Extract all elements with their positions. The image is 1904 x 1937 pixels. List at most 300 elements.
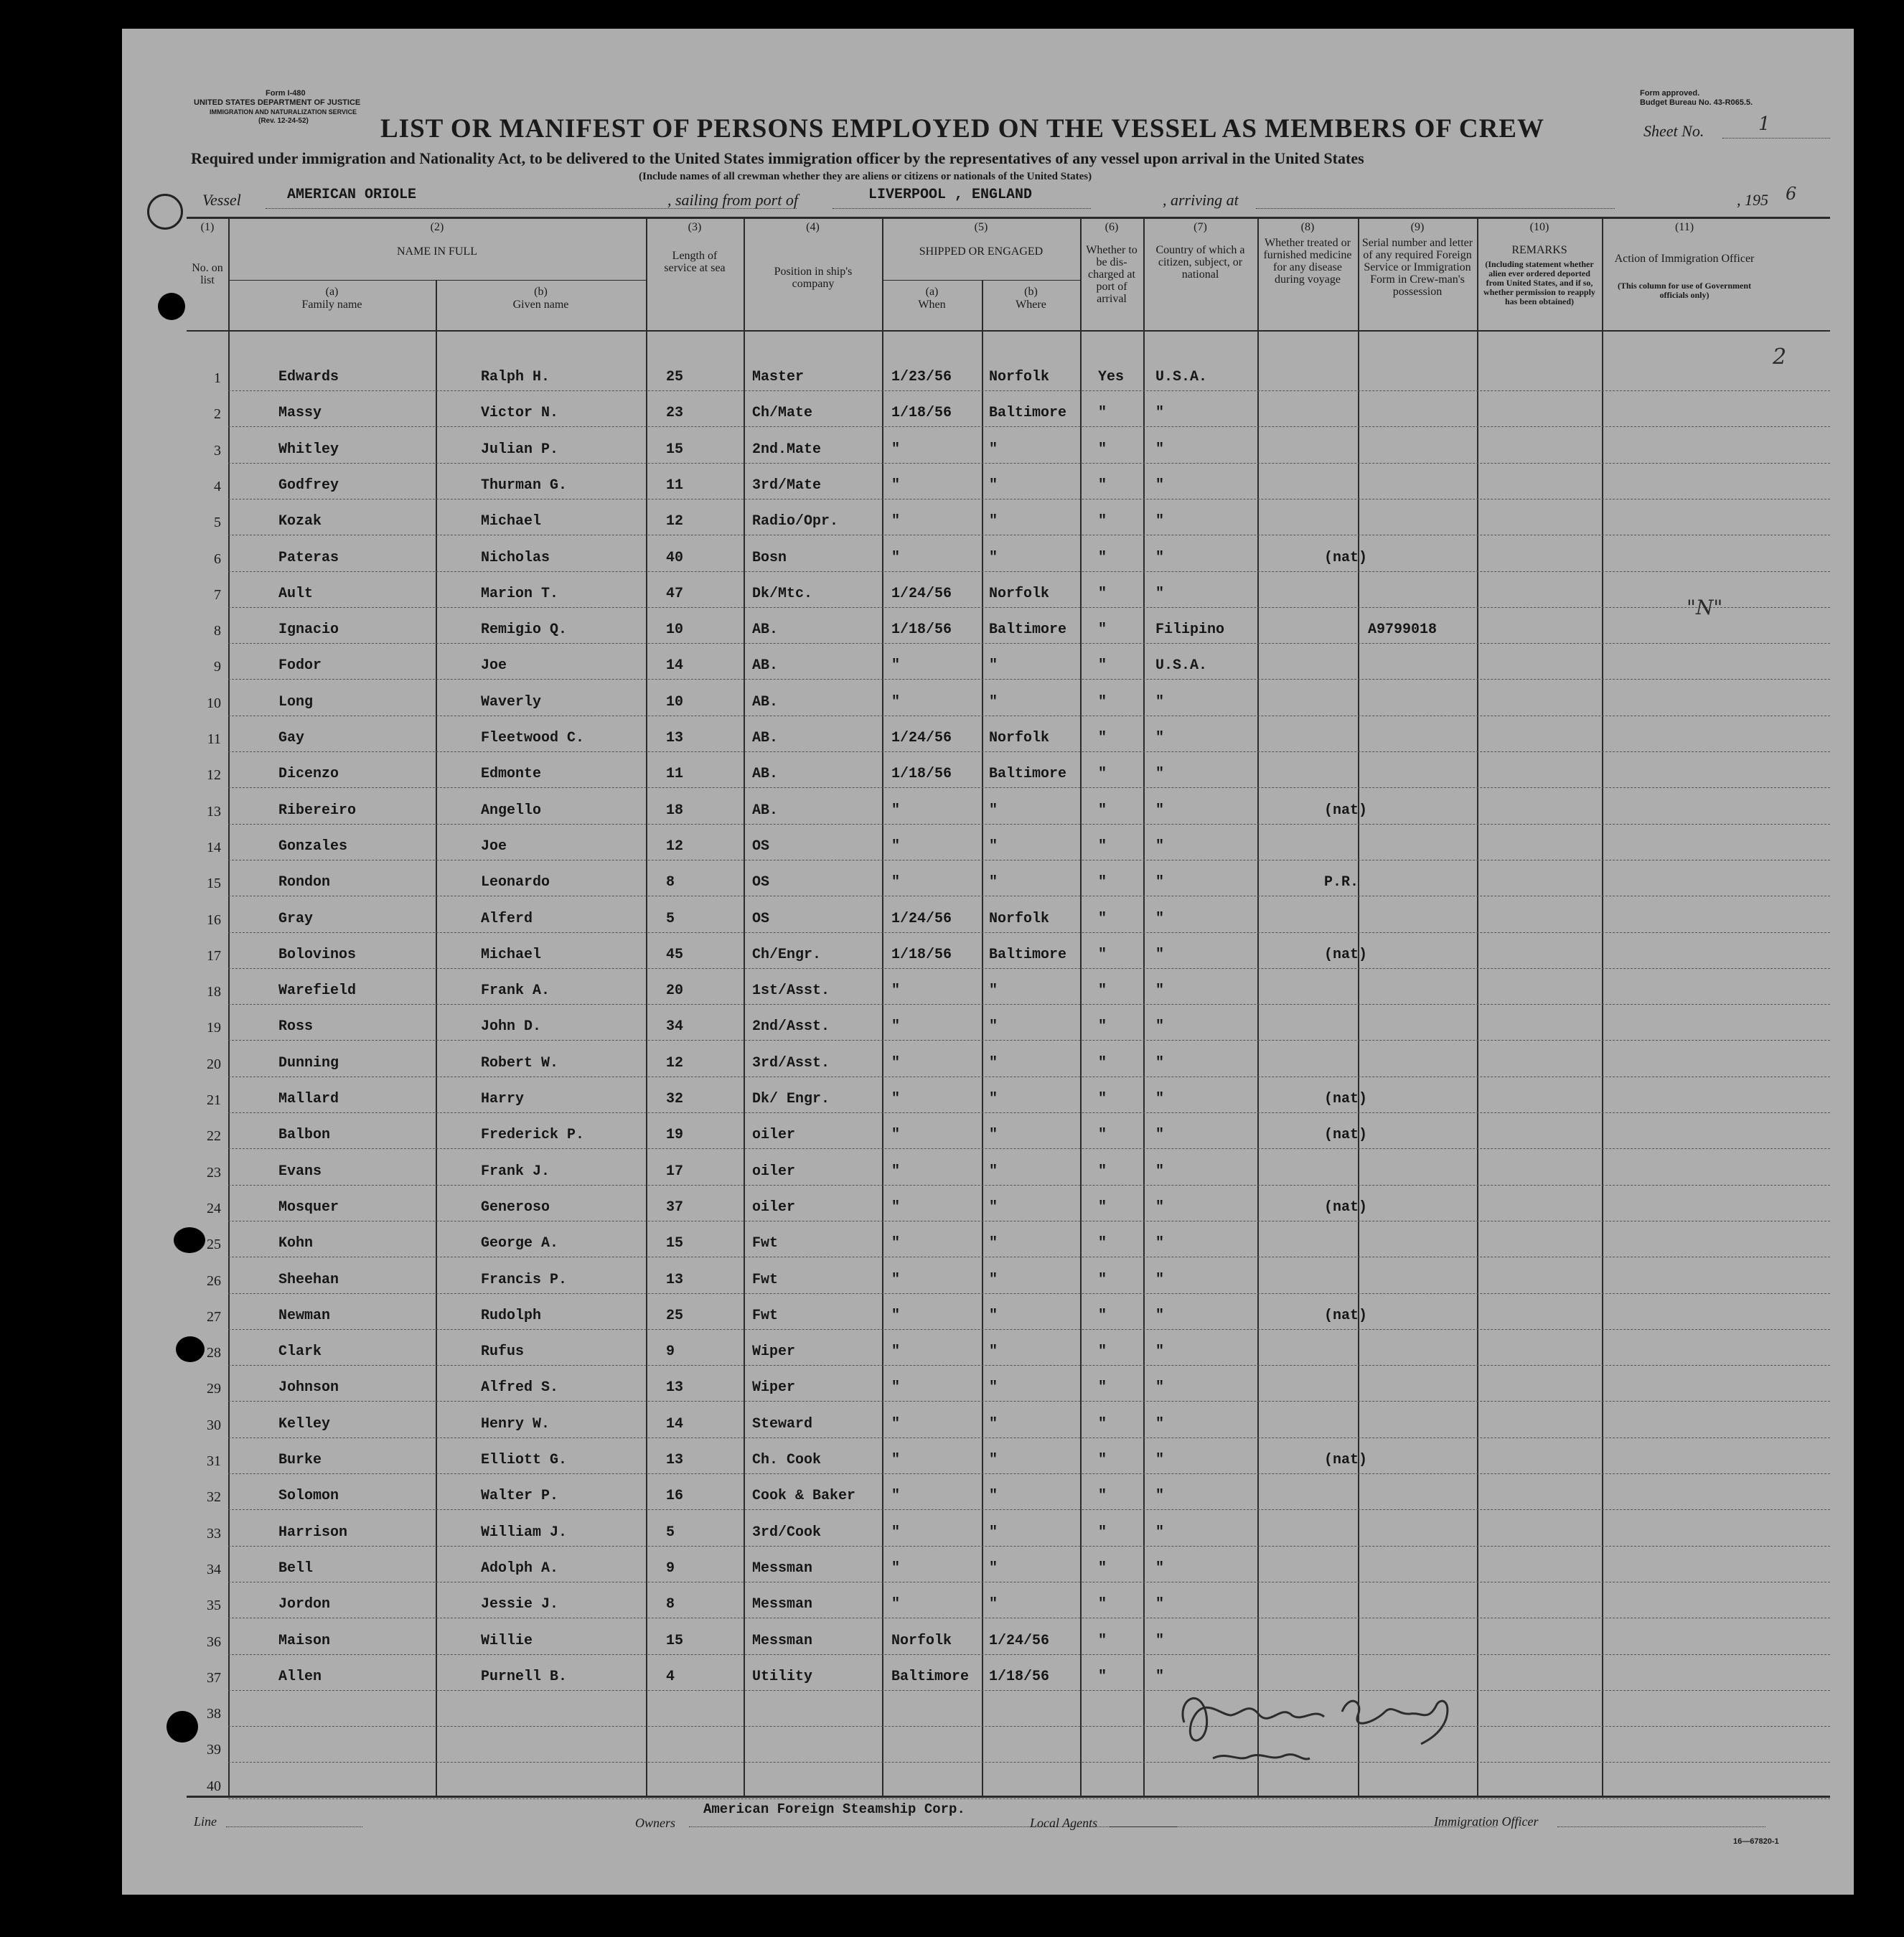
cell-family: Kozak [278, 513, 322, 530]
cell-given: Edmonte [481, 766, 542, 783]
col-num-9: (9) [1410, 221, 1425, 233]
cell-len: 37 [666, 1199, 684, 1216]
cell-len: 12 [666, 513, 684, 530]
cell-pos: 3rd/Mate [752, 477, 822, 494]
cell-given: Adolph A. [481, 1560, 559, 1577]
cell-when: " [891, 1524, 901, 1541]
cell-given: Purnell B. [481, 1668, 568, 1685]
cell-given: Alferd [481, 910, 533, 927]
row-rule [228, 824, 1830, 825]
cell-where: " [989, 1560, 998, 1577]
row-number: 32 [207, 1489, 221, 1506]
cell-when: 1/18/56 [891, 946, 952, 963]
cell-family: Solomon [278, 1488, 339, 1505]
row-number: 4 [214, 478, 221, 494]
cell-pos: OS [752, 838, 770, 855]
cell-family: Ignacio [278, 622, 339, 639]
cell-dis: " [1098, 1018, 1107, 1036]
cell-family: Kohn [278, 1235, 314, 1252]
cell-pos: AB. [752, 766, 779, 783]
cell-when: 1/24/56 [891, 585, 952, 602]
cell-len: 15 [666, 441, 684, 458]
cell-country: " [1155, 1018, 1165, 1036]
header-where-b: (b) [1024, 286, 1038, 298]
name-subrule [228, 280, 646, 281]
row-number: 20 [207, 1056, 221, 1072]
cell-family: Mosquer [278, 1199, 339, 1216]
cell-remark: (nat) [1324, 946, 1368, 963]
footer-owners: American Foreign Steamship Corp. [703, 1801, 965, 1817]
cell-country: " [1155, 405, 1165, 422]
cell-pos: Cook & Baker [752, 1488, 856, 1505]
row-rule [228, 1798, 1830, 1799]
cell-country: " [1155, 1307, 1165, 1324]
cell-len: 13 [666, 1271, 684, 1288]
rule-after-length [744, 217, 745, 1796]
cell-country: U.S.A. [1155, 657, 1208, 675]
cell-country: " [1155, 1596, 1165, 1613]
footer-owners-label: Owners [635, 1816, 676, 1830]
col-num-5: (5) [974, 221, 988, 233]
cell-where: " [989, 1127, 998, 1144]
cell-pos: Fwt [752, 1271, 779, 1288]
cell-family: Ribereiro [278, 802, 357, 819]
form-number: Form I-480 [266, 89, 306, 98]
row-rule [228, 463, 1830, 464]
cell-dis: " [1098, 513, 1107, 530]
cell-dis: Yes [1098, 369, 1125, 385]
row-number: 31 [207, 1453, 221, 1469]
cell-given: Michael [481, 513, 542, 530]
cell-when: " [891, 874, 901, 891]
row-number: 26 [207, 1272, 221, 1289]
cell-country: " [1155, 1452, 1165, 1468]
cell-where: " [989, 441, 998, 458]
row-number: 29 [207, 1381, 221, 1397]
row-rule [228, 1040, 1830, 1041]
cell-where: " [989, 1415, 998, 1432]
cell-where: " [989, 1163, 998, 1180]
cell-country: " [1155, 1379, 1165, 1397]
rule-family-given [436, 280, 437, 1796]
cell-len: 23 [666, 405, 684, 422]
cell-where: Norfolk [989, 910, 1050, 927]
cell-given: Jessie J. [481, 1596, 559, 1613]
cell-given: Frederick P. [481, 1127, 585, 1144]
row-number: 30 [207, 1417, 221, 1433]
cell-country: " [1155, 1054, 1165, 1071]
cell-dis: " [1098, 1091, 1107, 1107]
cell-len: 5 [666, 910, 675, 927]
shipped-subrule [882, 280, 1080, 281]
col-num-8: (8) [1300, 221, 1315, 233]
cell-dis: " [1098, 1596, 1107, 1613]
cell-given: Francis P. [481, 1271, 568, 1288]
cell-dis: " [1098, 838, 1107, 855]
cell-when: 1/18/56 [891, 766, 952, 783]
cell-where: " [989, 1091, 998, 1107]
cell-dis: " [1098, 1271, 1107, 1288]
row-number: 2 [214, 406, 221, 423]
service: IMMIGRATION AND NATURALIZATION SERVICE [210, 108, 357, 116]
row-number: 16 [207, 911, 221, 928]
cell-family: Godfrey [278, 477, 339, 494]
row-rule [228, 426, 1830, 427]
cell-where: " [989, 549, 998, 566]
row-number: 15 [207, 876, 221, 892]
row-number: 28 [207, 1345, 221, 1361]
cell-family: Massy [278, 405, 322, 422]
cell-pos: Wiper [752, 1379, 796, 1397]
cell-given: Robert W. [481, 1054, 559, 1071]
cell-dis: " [1098, 622, 1107, 639]
cell-dis: " [1098, 1235, 1107, 1252]
row-rule [228, 1329, 1830, 1330]
cell-country: " [1155, 1235, 1165, 1252]
row-rule [228, 1148, 1830, 1149]
row-number: 7 [214, 586, 221, 603]
row-number: 27 [207, 1308, 221, 1325]
cell-country: " [1155, 1524, 1165, 1541]
row-rule [228, 932, 1830, 933]
cell-given: Rufus [481, 1343, 525, 1361]
cell-pos: Radio/Opr. [752, 513, 839, 530]
cell-len: 25 [666, 369, 684, 385]
cell-len: 19 [666, 1127, 684, 1144]
row-rule [228, 390, 1830, 391]
cell-when: " [891, 1018, 901, 1036]
table-top-rule [187, 217, 1830, 219]
cell-len: 25 [666, 1307, 684, 1324]
cell-where: 1/24/56 [989, 1632, 1050, 1649]
cell-when: Norfolk [891, 1632, 952, 1649]
header-family-a: (a) [325, 286, 339, 298]
cell-pos: 2nd.Mate [752, 441, 822, 458]
rule-when-where [982, 280, 983, 1796]
cell-when: 1/24/56 [891, 730, 952, 746]
cell-family: Johnson [278, 1379, 339, 1397]
cell-remark: (nat) [1324, 1199, 1368, 1216]
cell-where: Baltimore [989, 622, 1067, 639]
header-no-on-list: No. on list [192, 262, 223, 286]
footer-line-field [226, 1826, 362, 1827]
cell-len: 10 [666, 622, 684, 639]
cell-pos: Bosn [752, 549, 787, 566]
cell-remark: (nat) [1324, 802, 1368, 819]
cell-when: 1/18/56 [891, 405, 952, 422]
cell-len: 11 [666, 477, 684, 494]
cell-len: 4 [666, 1668, 675, 1685]
row-rule [228, 571, 1830, 572]
footer-officer-label: Immigration Officer [1434, 1814, 1539, 1829]
cell-family: Allen [278, 1668, 322, 1685]
cell-pos: 2nd/Asst. [752, 1018, 830, 1036]
cell-country: " [1155, 585, 1165, 602]
row-rule [228, 1185, 1830, 1186]
row-rule [228, 679, 1830, 680]
cell-family: Burke [278, 1452, 322, 1468]
cell-when: " [891, 1307, 901, 1324]
row-number: 35 [207, 1598, 221, 1614]
row-number: 23 [207, 1164, 221, 1181]
cell-pos: OS [752, 874, 770, 891]
cell-country: " [1155, 1632, 1165, 1649]
cell-when: 1/24/56 [891, 910, 952, 927]
cell-given: Alfred S. [481, 1379, 559, 1397]
row-number: 21 [207, 1092, 221, 1108]
col-num-7: (7) [1193, 221, 1207, 233]
header-given-b: (b) [534, 286, 548, 298]
row-rule [228, 499, 1830, 500]
cell-dis: " [1098, 657, 1107, 675]
cell-given: Remigio Q. [481, 622, 568, 639]
header-discharged: Whether to be dis-charged at port of arrival [1086, 244, 1138, 305]
cell-when: " [891, 1452, 901, 1468]
cell-given: Nicholas [481, 549, 550, 566]
header-action: Action of Immigration Officer [1614, 253, 1755, 265]
row-rule [228, 751, 1830, 752]
cell-given: Henry W. [481, 1415, 550, 1432]
cell-where: Baltimore [989, 766, 1067, 783]
cell-pos: Dk/ Engr. [752, 1091, 830, 1107]
cell-dis: " [1098, 1632, 1107, 1649]
cell-when: Baltimore [891, 1668, 970, 1685]
cell-given: Angello [481, 802, 542, 819]
cell-family: Balbon [278, 1127, 331, 1144]
cell-given: Harry [481, 1091, 525, 1107]
cell-len: 20 [666, 982, 684, 1000]
cell-country: " [1155, 982, 1165, 1000]
cell-len: 9 [666, 1560, 675, 1577]
cell-when: 1/18/56 [891, 622, 952, 639]
department: UNITED STATES DEPARTMENT OF JUSTICE [194, 98, 361, 107]
cell-len: 10 [666, 693, 684, 710]
row-number: 9 [214, 659, 221, 675]
row-number: 1 [214, 370, 221, 386]
punch-hole-ring [147, 194, 183, 230]
cell-given: Julian P. [481, 441, 559, 458]
row-number: 34 [207, 1561, 221, 1577]
rule-after-name [646, 217, 647, 1796]
rule-after-country [1257, 217, 1259, 1796]
row-number: 8 [214, 623, 221, 639]
cell-dis: " [1098, 585, 1107, 602]
cell-dis: " [1098, 802, 1107, 819]
cell-when: " [891, 1415, 901, 1432]
cell-pos: Master [752, 369, 805, 385]
cell-where: " [989, 1596, 998, 1613]
cell-pos: 3rd/Asst. [752, 1054, 830, 1071]
row-number: 19 [207, 1020, 221, 1036]
header-when: When [918, 299, 946, 311]
col-num-3: (3) [688, 221, 702, 233]
row-rule [228, 1509, 1830, 1510]
cell-len: 34 [666, 1018, 684, 1036]
cell-len: 9 [666, 1343, 675, 1361]
cell-pos: OS [752, 910, 770, 927]
row-rule [228, 1293, 1830, 1294]
row-number: 5 [214, 515, 221, 531]
cell-dis: " [1098, 405, 1107, 422]
cell-dis: " [1098, 1560, 1107, 1577]
cell-dis: " [1098, 1668, 1107, 1685]
cell-dis: " [1098, 1054, 1107, 1071]
cell-len: 14 [666, 1415, 684, 1432]
cell-dis: " [1098, 441, 1107, 458]
cell-given: Rudolph [481, 1307, 542, 1324]
cell-when: " [891, 1163, 901, 1180]
punch-hole [167, 1711, 198, 1743]
cell-when: " [891, 1488, 901, 1505]
budget-bureau: Budget Bureau No. 43-R065.5. [1640, 98, 1753, 107]
port-line [833, 208, 1091, 209]
cell-where: " [989, 838, 998, 855]
cell-remark: P.R. [1324, 874, 1359, 891]
cell-dis: " [1098, 477, 1107, 494]
year-digit: 6 [1786, 184, 1797, 204]
cell-family: Dunning [278, 1054, 339, 1071]
cell-pos: AB. [752, 730, 779, 746]
cell-when: " [891, 549, 901, 566]
cell-family: Jordon [278, 1596, 331, 1613]
row-rule [228, 1762, 1830, 1763]
cell-where: " [989, 1235, 998, 1252]
cell-pos: Fwt [752, 1307, 779, 1324]
row-rule [228, 1473, 1830, 1474]
cell-len: 40 [666, 549, 684, 566]
cell-given: Leonardo [481, 874, 550, 891]
cell-dis: " [1098, 1379, 1107, 1397]
row-number: 33 [207, 1525, 221, 1542]
row-number: 22 [207, 1128, 221, 1145]
cell-dis: " [1098, 693, 1107, 710]
footer-owners-field [689, 1826, 1177, 1827]
cell-where: " [989, 1488, 998, 1505]
cell-when: " [891, 1235, 901, 1252]
cell-family: Sheehan [278, 1271, 339, 1288]
table-bottom-rule [187, 1796, 1830, 1798]
cell-len: 12 [666, 1054, 684, 1071]
cell-family: Evans [278, 1163, 322, 1180]
cell-family: Clark [278, 1343, 322, 1361]
cell-where: Baltimore [989, 405, 1067, 422]
cell-pos: AB. [752, 693, 779, 710]
cell-given: George A. [481, 1235, 559, 1252]
cell-given: Fleetwood C. [481, 730, 585, 746]
cell-dis: " [1098, 1343, 1107, 1361]
row-number: 10 [207, 695, 221, 711]
cell-country: " [1155, 1091, 1165, 1107]
row-number: 12 [207, 767, 221, 784]
cell-pos: AB. [752, 622, 779, 639]
cell-when: " [891, 802, 901, 819]
cell-when: " [891, 657, 901, 675]
header-medicine: Whether treated or furnished medicine for any disease during voyage [1263, 237, 1352, 286]
cell-country: Filipino [1155, 622, 1225, 639]
cell-pos: Ch/Engr. [752, 946, 822, 963]
cell-pos: AB. [752, 657, 779, 675]
row-number: 3 [214, 442, 221, 459]
required-statement: Required under immigration and Nationality Act, to be delivered to the United States immigration officer by the representatives of any vessel upon arrival in the United States [191, 149, 1364, 167]
row-rule [228, 643, 1830, 644]
cell-given: Thurman G. [481, 477, 568, 494]
cell-given: Frank J. [481, 1163, 550, 1180]
cell-dis: " [1098, 910, 1107, 927]
header-name-in-full: NAME IN FULL [397, 245, 477, 258]
header-remarks: REMARKS [1511, 244, 1567, 256]
header-length: Length of service at sea [664, 250, 726, 274]
col-num-11: (11) [1674, 221, 1694, 233]
manifest-sheet [122, 29, 1854, 1895]
cell-where: " [989, 1271, 998, 1288]
cell-given: Waverly [481, 693, 542, 710]
cell-country: " [1155, 946, 1165, 963]
cell-where: " [989, 1524, 998, 1541]
footer-officer-field [1557, 1826, 1765, 1827]
footer-line-label: Line [194, 1814, 217, 1829]
row-number: 39 [207, 1742, 221, 1758]
row-number: 25 [207, 1237, 221, 1253]
cell-where: " [989, 1452, 998, 1468]
row-number: 13 [207, 803, 221, 820]
cell-family: Fodor [278, 657, 322, 675]
cell-given: John D. [481, 1018, 542, 1036]
cell-where: " [989, 1199, 998, 1216]
cell-dis: " [1098, 766, 1107, 783]
row-rule [228, 1365, 1830, 1366]
footer-print-code: 16—67820-1 [1733, 1837, 1779, 1846]
row-rule [228, 787, 1830, 788]
sheet-line [1722, 138, 1830, 139]
cell-dis: " [1098, 549, 1107, 566]
col-num-10: (10) [1529, 221, 1549, 233]
row-number: 36 [207, 1633, 221, 1650]
sailing-label: , sailing from port of [667, 191, 798, 209]
cell-dis: " [1098, 1127, 1107, 1144]
cell-pos: Utility [752, 1668, 813, 1685]
cell-dis: " [1098, 1488, 1107, 1505]
row-rule [228, 1112, 1830, 1113]
rule-after-serial [1477, 217, 1478, 1796]
cell-dis: " [1098, 1524, 1107, 1541]
header-bottom-rule [187, 330, 1830, 332]
cell-dis: " [1098, 1307, 1107, 1324]
col-num-6: (6) [1105, 221, 1119, 233]
cell-where: Norfolk [989, 369, 1050, 385]
cell-dis: " [1098, 1452, 1107, 1468]
sheet-label: Sheet No. [1643, 122, 1704, 140]
header-shipped: SHIPPED OR ENGAGED [919, 245, 1044, 258]
row-rule [228, 1004, 1830, 1005]
row-number: 38 [207, 1706, 221, 1722]
cell-family: Kelley [278, 1415, 331, 1432]
cell-len: 14 [666, 657, 684, 675]
cell-len: 13 [666, 1452, 684, 1468]
cell-family: Gray [278, 910, 314, 927]
cell-family: Whitley [278, 441, 339, 458]
cell-where: " [989, 802, 998, 819]
cell-len: 8 [666, 874, 675, 891]
cell-where: " [989, 693, 998, 710]
year-label: , 195 [1737, 191, 1768, 209]
cell-country: " [1155, 441, 1165, 458]
cell-len: 18 [666, 802, 684, 819]
row-number: 40 [207, 1778, 221, 1794]
form-approved: Form approved. [1640, 89, 1700, 98]
cell-when: 1/23/56 [891, 369, 952, 385]
cell-country: " [1155, 874, 1165, 891]
cell-where: " [989, 1307, 998, 1324]
